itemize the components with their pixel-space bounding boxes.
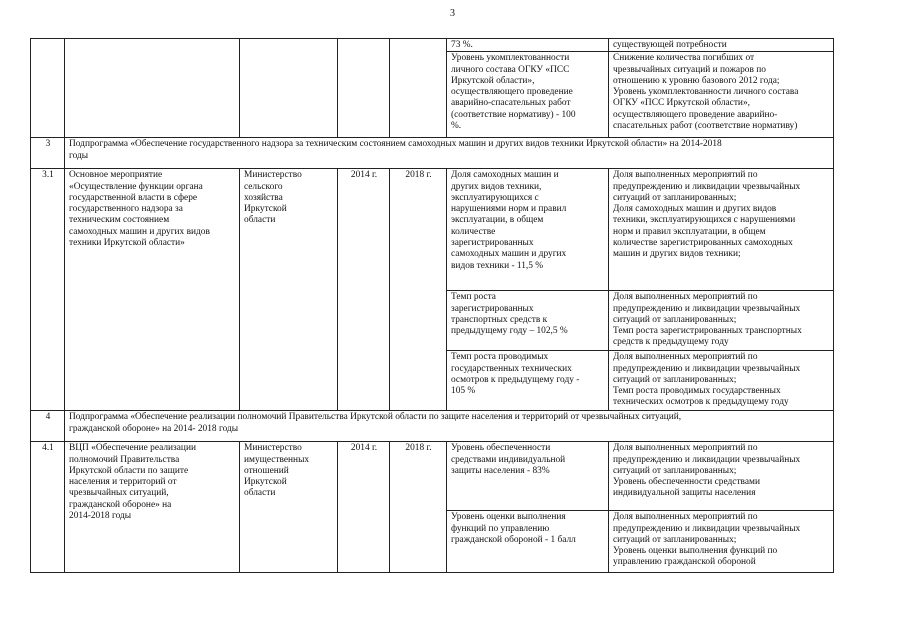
start-year: 2014 г. bbox=[338, 169, 390, 411]
result-cell: Доля выполненных мероприятий по предупреждению и ликвидации чрезвычайных ситуаций от запланированных; Темп роста зарегистрированных транспортных средств к предыдущему году bbox=[609, 291, 834, 351]
empty-name-cell bbox=[65, 39, 240, 138]
result-cell: Снижение количества погибших от чрезвычайных ситуаций и пожаров по отношению к уровню базового 2012 года; Уровень укомплектованности личного состава ОГКУ «ПСС Иркутской области», осуществляющего проведение аварийно- спасательных работ (соответствие нормативу) bbox=[609, 52, 834, 138]
indicator-cell: Доля самоходных машин и других видов техники, эксплуатирующихся с нарушениями норм и правил эксплуатации, в общем количестве зарегистрированных самоходных машин и других видов техники - 11,5 % bbox=[447, 169, 609, 291]
result-cell: Доля выполненных мероприятий по предупреждению и ликвидации чрезвычайных ситуаций от запланированных; Уровень оценки выполнения функций по управлению гражданской обороной bbox=[609, 511, 834, 573]
row-number: 3.1 bbox=[31, 169, 65, 411]
program-table bbox=[30, 38, 834, 573]
result-cell: Доля выполненных мероприятий по предупреждению и ликвидации чрезвычайных ситуаций от запланированных; Доля самоходных машин и других видов техники, эксплуатирующихся с нарушениями норм и правил эксплуатации, в общем количестве зарегистрированных самоходных машин и других видов техники; bbox=[609, 169, 834, 291]
start-year: 2014 г. bbox=[338, 442, 390, 573]
indicator-cell: Уровень оценки выполнения функций по управлению гражданской обороной - 1 балл bbox=[447, 511, 609, 573]
subprogram-title: Подпрограмма «Обеспечение реализации полномочий Правительства Иркутской области по защите населения и территорий от чрезвычайных ситуаций, гражданской обороне» на 2014- 2018 годы bbox=[65, 411, 834, 442]
activity-name: ВЦП «Обеспечение реализации полномочий Правительства Иркутской области по защите населения и территорий от чрезвычайных ситуаций, гражданской обороне» на 2014-2018 годы bbox=[65, 442, 240, 573]
table-row bbox=[31, 39, 834, 52]
indicator-cell: Темп роста зарегистрированных транспортных средств к предыдущему году – 102,5 % bbox=[447, 291, 609, 351]
row-number: 4.1 bbox=[31, 442, 65, 573]
result-cell: Доля выполненных мероприятий по предупреждению и ликвидации чрезвычайных ситуаций от запланированных; Темп роста проводимых государственных технических осмотров к предыдущему году bbox=[609, 351, 834, 411]
executor: Министерство сельского хозяйства Иркутской области bbox=[240, 169, 338, 411]
empty-executor-cell bbox=[240, 39, 338, 138]
executor: Министерство имущественных отношений Иркутской области bbox=[240, 442, 338, 573]
indicator-cell: Уровень укомплектованности личного состава ОГКУ «ПСС Иркутской области», осуществляющего проведение аварийно-спасательных работ (соответствие нормативу) - 100 %. bbox=[447, 52, 609, 138]
row-number: 3 bbox=[31, 138, 65, 169]
activity-name: Основное мероприятие «Осуществление функции органа государственной власти в сфере государственного надзора за техническим состоянием самоходных машин и других видов техники Иркутской области» bbox=[65, 169, 240, 411]
subprogram-title: Подпрограмма «Обеспечение государственного надзора за техническим состоянием самоходных машин и других видов техники Иркутской области» на 2014-2018 годы bbox=[65, 138, 834, 169]
result-cell: существующей потребности bbox=[609, 39, 834, 52]
page-number: 3 bbox=[450, 8, 455, 19]
indicator-cell: 73 %. bbox=[447, 39, 609, 52]
empty-num-cell bbox=[31, 39, 65, 138]
result-cell: Доля выполненных мероприятий по предупреждению и ликвидации чрезвычайных ситуаций от запланированных; Уровень обеспеченности средствами индивидуальной защиты населения bbox=[609, 442, 834, 511]
indicator-cell: Темп роста проводимых государственных технических осмотров к предыдущему году - 105 % bbox=[447, 351, 609, 411]
table-row bbox=[31, 442, 834, 511]
row-number: 4 bbox=[31, 411, 65, 442]
empty-start-cell bbox=[338, 39, 390, 138]
subprogram-row bbox=[31, 411, 834, 442]
table-row bbox=[31, 169, 834, 291]
subprogram-row bbox=[31, 138, 834, 169]
end-year: 2018 г. bbox=[390, 442, 447, 573]
empty-end-cell bbox=[390, 39, 447, 138]
indicator-cell: Уровень обеспеченности средствами индивидуальной защиты населения - 83% bbox=[447, 442, 609, 511]
end-year: 2018 г. bbox=[390, 169, 447, 411]
